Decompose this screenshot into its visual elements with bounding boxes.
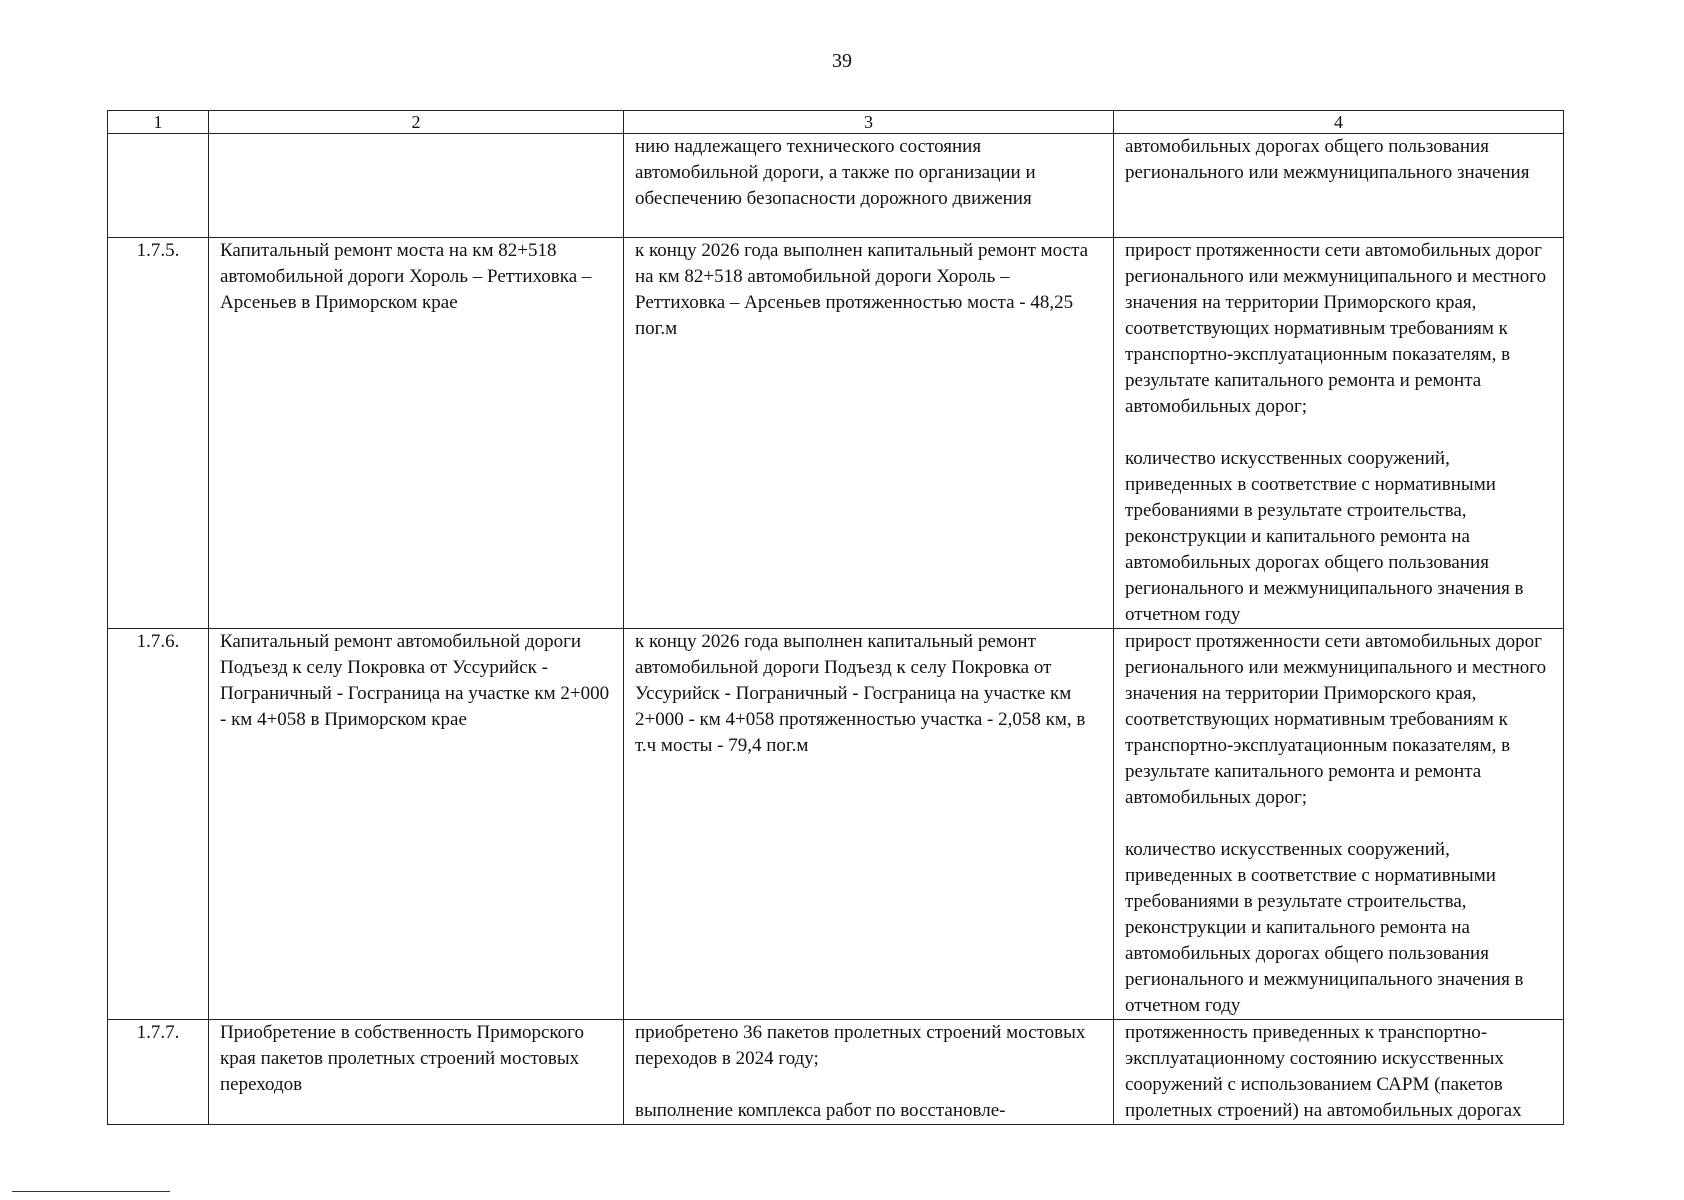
table-row [108, 629, 1564, 1020]
indicator-text: протяженность приведенных к транспортно-эксплуатационному состоянию искусственных сооружений с использованием САРМ (пакетов пролетных строений) на автомобильных дорогах [1125, 1022, 1522, 1121]
row-number: 1.7.6. [108, 629, 209, 1020]
footer-rule [12, 1191, 170, 1192]
table-row [108, 134, 1564, 238]
indicator-text: количество искусственных сооружений, приведенных в соответствие с нормативными требованиями в результате строительства, реконструкции и капитального ремонта на автомобильных дорогах общего пользования регионального и межмуниципального значения в отчетном году [1125, 839, 1524, 1016]
result-text: к концу 2026 года выполнен капитальный ремонт моста на км 82+518 автомобильной дороги Хороль – Реттиховка – Арсеньев протяженностью моста - 48,25 пог.м [635, 240, 1089, 339]
column-header-4: 4 [1114, 111, 1564, 134]
result-text: выполнение комплекса работ по восстановле- [635, 1100, 1006, 1121]
measures-table [107, 110, 1564, 1125]
measure-indicator [1114, 1020, 1564, 1125]
measure-indicator [1114, 629, 1564, 1020]
table-row [108, 1020, 1564, 1125]
measure-result [624, 1020, 1114, 1125]
result-text: нию надлежащего технического состояния автомобильной дороги, а также по организации и обеспечению безопасности дорожного движения [635, 136, 1036, 209]
measure-name: Капитальный ремонт моста на км 82+518 автомобильной дороги Хороль – Реттиховка – Арсеньев в Приморском крае [209, 238, 624, 629]
column-header-1: 1 [108, 111, 209, 134]
measure-name: Капитальный ремонт автомобильной дороги Подъезд к селу Покровка от Уссурийск - Пограничный - Госграница на участке км 2+000 - км 4+058 в Приморском крае [209, 629, 624, 1020]
measure-result [624, 134, 1114, 238]
column-header-2: 2 [209, 111, 624, 134]
result-text: приобретено 36 пакетов пролетных строений мостовых переходов в 2024 году; [635, 1022, 1086, 1069]
measure-indicator [1114, 134, 1564, 238]
indicator-text: прирост протяженности сети автомобильных дорог регионального или межмуниципального и местного значения на территории Приморского края, соответствующих нормативным требованиям к транспортно-эксплуатационным показателям, в результате капитального ремонта и ремонта автомобильных дорог; [1125, 240, 1547, 417]
table-header-row [108, 111, 1564, 134]
measure-result [624, 629, 1114, 1020]
measure-result [624, 238, 1114, 629]
page-number: 39 [832, 50, 852, 72]
indicator-text: автомобильных дорогах общего пользования регионального или межмуниципального значения [1125, 136, 1530, 183]
result-text: к концу 2026 года выполнен капитальный ремонт автомобильной дороги Подъезд к селу Покровка от Уссурийск - Пограничный - Госграница на участке км 2+000 - км 4+058 протяженностью участка - 2,058 км, в т.ч мосты - 79,4 пог.м [635, 631, 1086, 756]
column-header-3: 3 [624, 111, 1114, 134]
indicator-text: прирост протяженности сети автомобильных дорог регионального или межмуниципального и местного значения на территории Приморского края, соответствующих нормативным требованиям к транспортно-эксплуатационным показателям, в результате капитального ремонта и ремонта автомобильных дорог; [1125, 631, 1547, 808]
measure-name [209, 134, 624, 238]
measure-indicator [1114, 238, 1564, 629]
row-number [108, 134, 209, 238]
measure-name: Приобретение в собственность Приморского края пакетов пролетных строений мостовых переходов [209, 1020, 624, 1125]
row-number: 1.7.5. [108, 238, 209, 629]
table-row [108, 238, 1564, 629]
row-number: 1.7.7. [108, 1020, 209, 1125]
indicator-text: количество искусственных сооружений, приведенных в соответствие с нормативными требованиями в результате строительства, реконструкции и капитального ремонта на автомобильных дорогах общего пользования регионального и межмуниципального значения в отчетном году [1125, 448, 1524, 625]
